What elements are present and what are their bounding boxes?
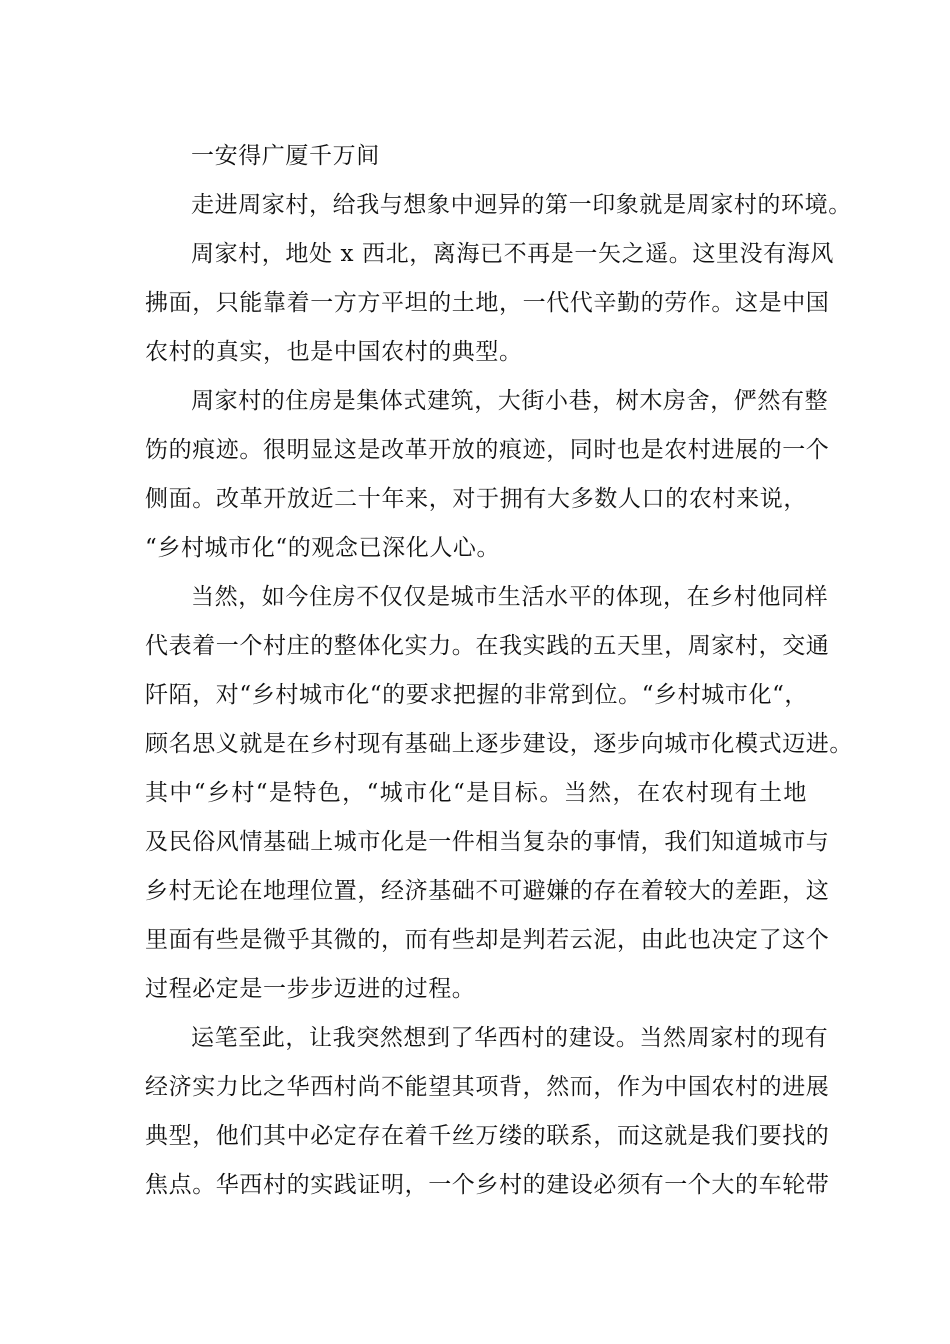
- paragraph-line: 焦点。华西村的实践证明，一个乡村的建设必须有一个大的车轮带: [145, 1172, 830, 1198]
- paragraph-line: 里面有些是微乎其微的，而有些却是判若云泥，由此也决定了这个: [145, 927, 830, 953]
- paragraph-line: 运笔至此，让我突然想到了华西村的建设。当然周家村的现有: [191, 1025, 829, 1051]
- paragraph-1: [145, 181, 852, 230]
- paragraph-line: 当然，如今住房不仅仅是城市生活水平的体现，在乡村他同样: [191, 584, 829, 610]
- paragraph-line: 拂面，只能靠着一方方平坦的土地，一代代辛勤的劳作。这是中国: [145, 290, 830, 316]
- paragraph-line: 过程必定是一步步迈进的过程。: [145, 976, 476, 1002]
- paragraph-line: 周家村，地处 x 西北，离海已不再是一矢之遥。这里没有海风: [191, 241, 834, 267]
- paragraph-line: 侧面。改革开放近二十年来，对于拥有大多数人口的农村来说，: [145, 486, 807, 512]
- paragraph-line: 顾名思义就是在乡村现有基础上逐步建设，逐步向城市化模式迈进。: [145, 731, 853, 757]
- paragraph-line: 阡陌，对“乡村城市化“的要求把握的非常到位。“乡村城市化“，: [145, 682, 809, 708]
- paragraph-line: 饬的痕迹。很明显这是改革开放的痕迹，同时也是农村进展的一个: [145, 437, 830, 463]
- paragraph-line: 农村的真实，也是中国农村的典型。: [145, 339, 523, 365]
- paragraph-line: 乡村无论在地理位置，经济基础不可避嫌的存在着较大的差距，这: [145, 878, 830, 904]
- document-heading: 一安得广厦千万间: [191, 143, 380, 169]
- paragraph-line: 经济实力比之华西村尚不能望其项背，然而，作为中国农村的进展: [145, 1074, 830, 1100]
- paragraph-5: [145, 1014, 830, 1210]
- paragraph-line: 及民俗风情基础上城市化是一件相当复杂的事情，我们知道城市与: [145, 829, 830, 855]
- paragraph-2: [145, 230, 834, 377]
- paragraph-line: “乡村城市化“的观念已深化人心。: [145, 535, 501, 561]
- paragraph-line: 代表着一个村庄的整体化实力。在我实践的五天里，周家村，交通: [145, 633, 830, 659]
- paragraph-line: 典型，他们其中必定存在着千丝万缕的联系，而这就是我们要找的: [145, 1123, 830, 1149]
- paragraph-3: [145, 377, 830, 573]
- paragraph-line: 走进周家村，给我与想象中迥异的第一印象就是周家村的环境。: [191, 192, 852, 218]
- paragraph-4: [145, 573, 853, 1014]
- paragraph-line: 其中“乡村“是特色，“城市化“是目标。当然，在农村现有土地: [145, 780, 807, 806]
- paragraph-line: 周家村的住房是集体式建筑，大街小巷，树木房舍，俨然有整: [191, 388, 829, 414]
- document-body: [145, 132, 853, 1210]
